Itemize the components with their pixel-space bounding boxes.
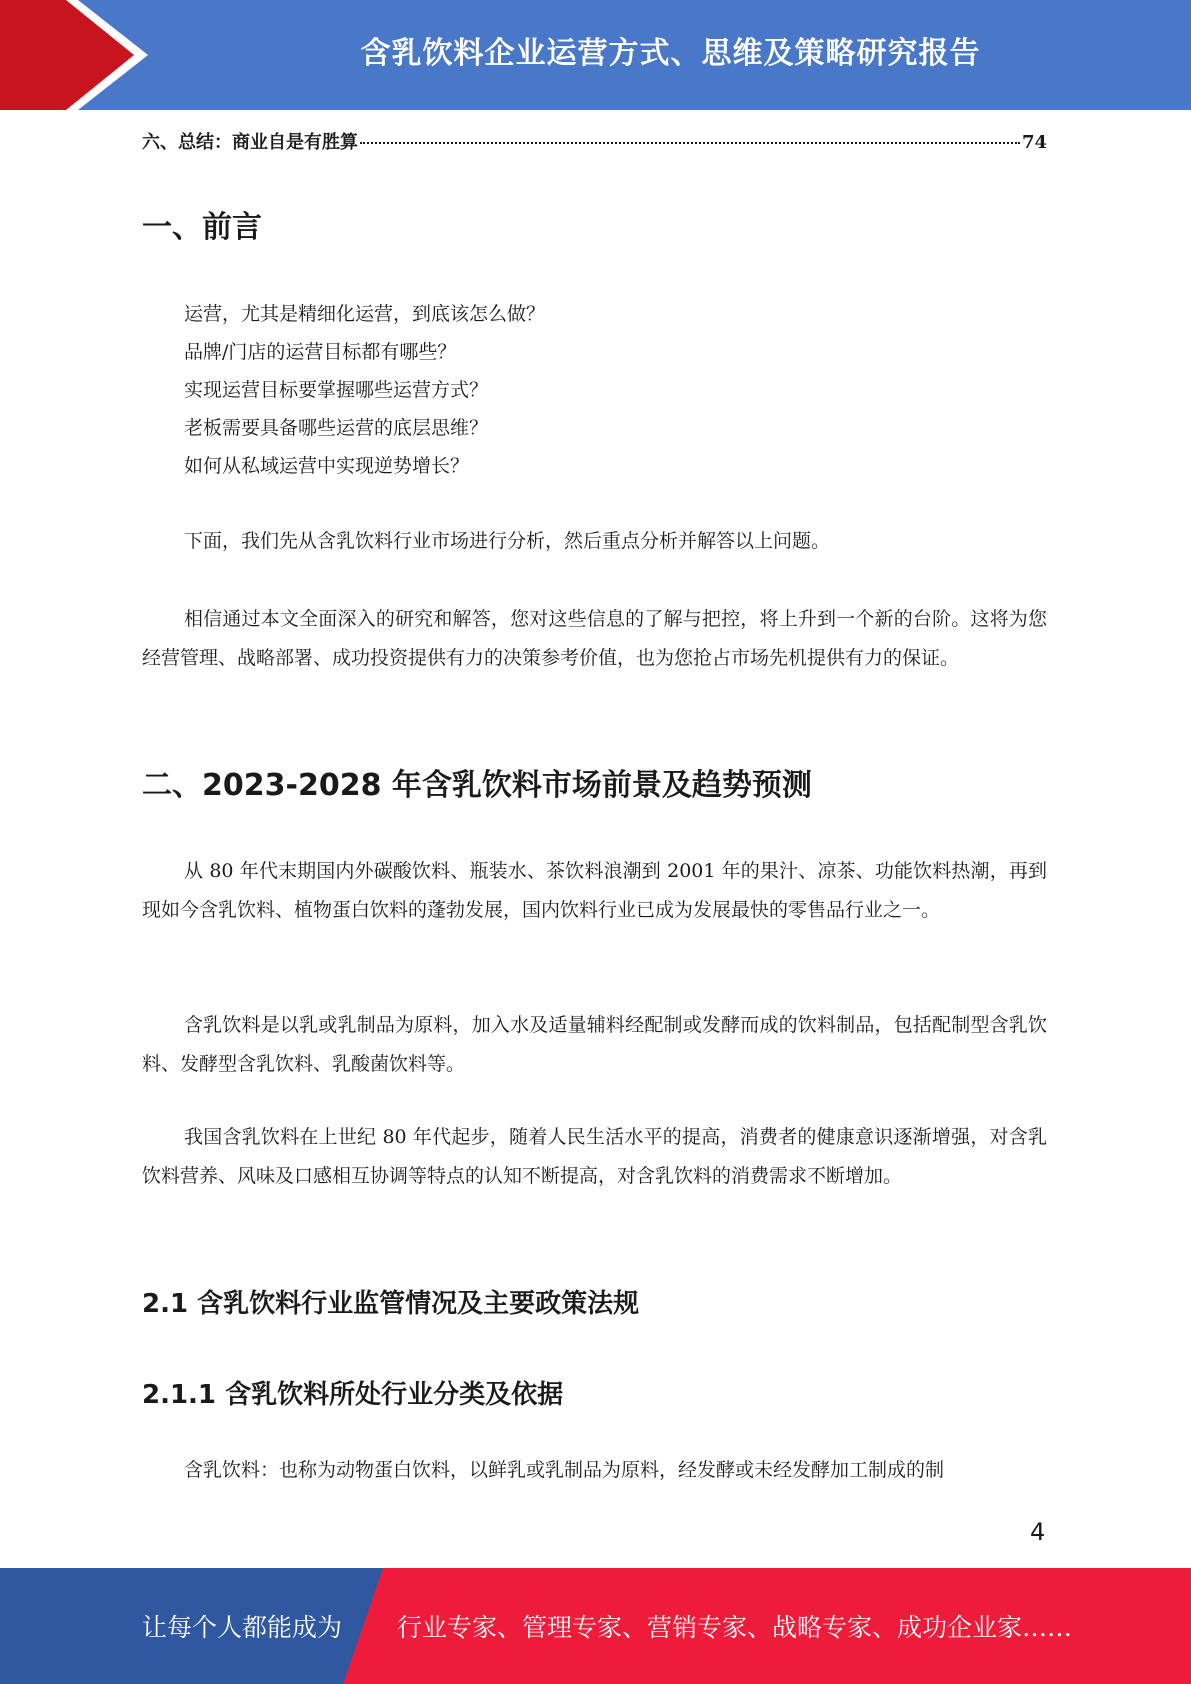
intro-paragraph: 下面，我们先从含乳饮料行业市场进行分析，然后重点分析并解答以上问题。	[184, 530, 831, 552]
market-paragraph: 含乳饮料是以乳或乳制品为原料，加入水及适量辅料经配制或发酵而成的饮料制品，包括配制型含乳饮料、发酵型含乳饮料、乳酸菌饮料等。	[142, 1014, 1047, 1075]
question-item: 老板需要具备哪些运营的底层思维？	[184, 417, 489, 439]
question-item: 实现运营目标要掌握哪些运营方式？	[184, 379, 489, 401]
question-item: 运营，尤其是精细化运营，到底该怎么做？	[184, 303, 546, 325]
page-number: 4	[1030, 1518, 1046, 1546]
toc-leader-dots	[360, 128, 1020, 144]
subsection-heading-2-1-1: 2.1.1 含乳饮料所处行业分类及依据	[142, 1380, 564, 1410]
definition-paragraph: 含乳饮料：也称为动物蛋白饮料，以鲜乳或乳制品为原料，经发酵或未经发酵加工制成的制	[184, 1459, 945, 1481]
section-heading-market: 二、2023-2028 年含乳饮料市场前景及趋势预测	[142, 768, 812, 803]
question-item: 如何从私域运营中实现逆势增长？	[184, 455, 470, 477]
section-heading-intro: 一、前言	[142, 210, 262, 245]
footer-slogan-left: 让每个人都能成为	[142, 1613, 343, 1642]
page-footer	[0, 1568, 1191, 1684]
footer-slogan-right: 行业专家、管理专家、营销专家、战略专家、成功企业家……	[397, 1613, 1073, 1642]
toc-entry[interactable]	[142, 128, 1047, 158]
subsection-heading-2-1: 2.1 含乳饮料行业监管情况及主要政策法规	[142, 1289, 640, 1319]
toc-entry-page: 74	[1021, 132, 1047, 153]
intro-paragraph: 相信通过本文全面深入的研究和解答，您对这些信息的了解与把控，将上升到一个新的台阶。这将为您经营管理、战略部署、成功投资提供有力的决策参考价值，也为您抢占市场先机提供有力的保证。	[142, 608, 1047, 669]
toc-entry-label: 六、总结：商业自是有胜算	[142, 132, 358, 153]
report-title: 含乳饮料企业运营方式、思维及策略研究报告	[360, 36, 981, 71]
market-paragraph: 我国含乳饮料在上世纪 80 年代起步，随着人民生活水平的提高，消费者的健康意识逐渐增强，对含乳饮料营养、风味及口感相互协调等特点的认知不断提高，对含乳饮料的消费需求不断增加。	[142, 1126, 1047, 1187]
market-paragraph: 从 80 年代末期国内外碳酸饮料、瓶装水、茶饮料浪潮到 2001 年的果汁、凉茶、功能饮料热潮，再到现如今含乳饮料、植物蛋白饮料的蓬勃发展，国内饮料行业已成为发展最快的零售品行业之一。	[142, 860, 1047, 921]
question-item: 品牌/门店的运营目标都有哪些？	[184, 341, 457, 363]
question-list	[184, 295, 1044, 485]
page-header	[0, 0, 1191, 110]
